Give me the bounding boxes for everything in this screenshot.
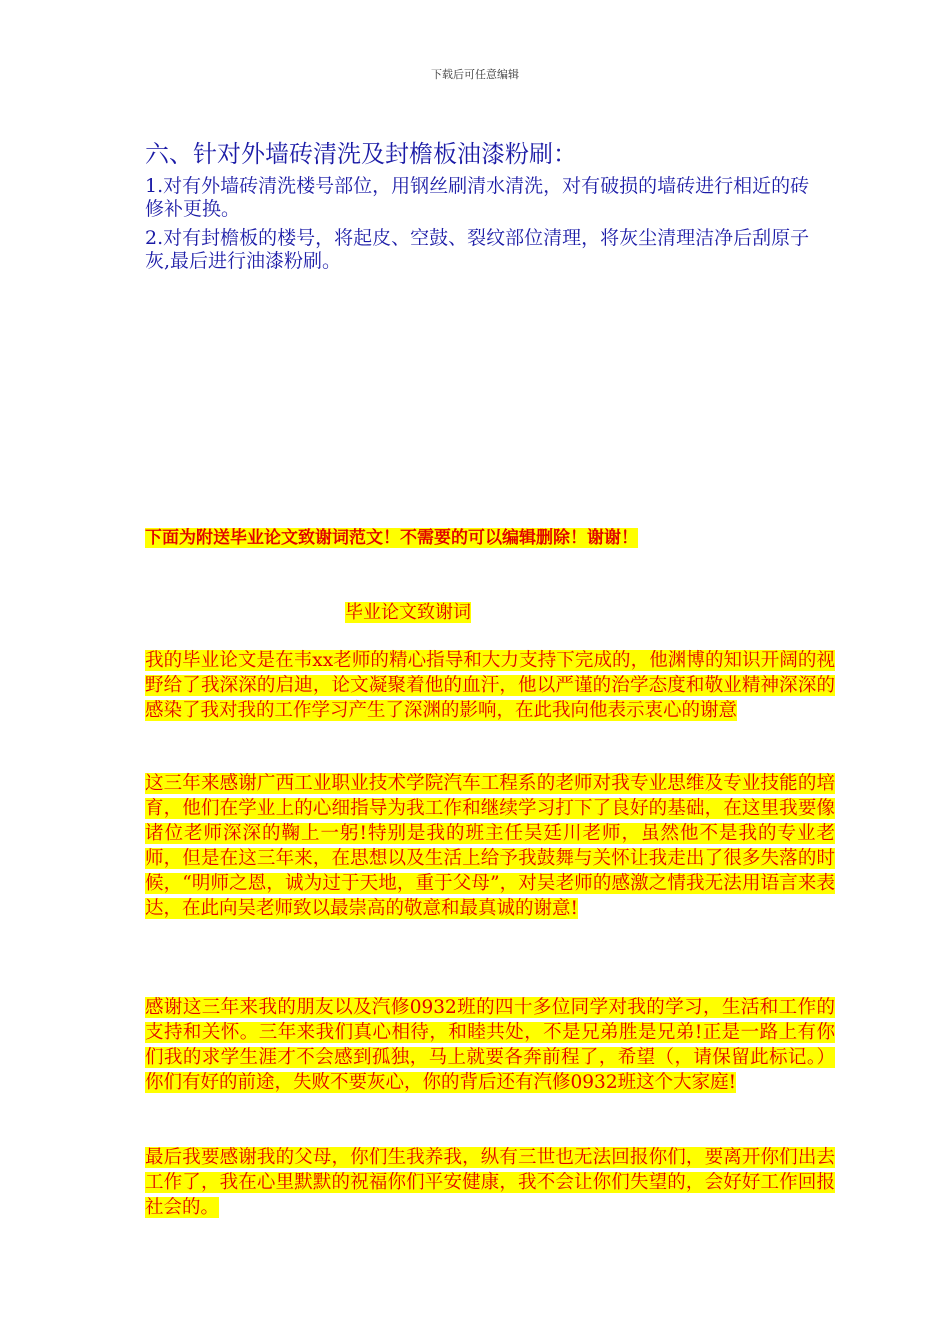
appendix-notice-text: 下面为附送毕业论文致谢词范文！不需要的可以编辑删除！谢谢！ — [145, 528, 638, 548]
section-heading: 六、针对外墙砖清洗及封檐板油漆粉刷： — [145, 140, 577, 168]
acknowledgement-title — [345, 598, 471, 624]
acknowledgement-paragraph-text: 我的毕业论文是在韦xx老师的精心指导和大力支持下完成的，他渊博的知识开阔的视野给了我深深的启迪，论文凝聚着他的血汗，他以严谨的治学态度和敬业精神深深的感染了我对我的工作学习产生了深渊的影响，在此我向他表示衷心的谢意 — [145, 650, 835, 721]
acknowledgement-paragraph-text: 感谢这三年来我的朋友以及汽修0932班的四十多位同学对我的学习，生活和工作的支持和关怀。三年来我们真心相待，和睦共处，不是兄弟胜是兄弟!正是一路上有你们我的求学生涯才不会感到孤独，马上就要各奔前程了，希望（，请保留此标记。）你们有好的前途，失败不要灰心，你的背后还有汽修0932班这个大家庭! — [145, 997, 835, 1093]
acknowledgement-paragraph-3 — [145, 995, 835, 1095]
acknowledgement-paragraph-1 — [145, 648, 835, 723]
acknowledgement-paragraph-text: 最后我要感谢我的父母，你们生我养我，纵有三世也无法回报你们，要离开你们出去工作了，我在心里默默的祝福你们平安健康，我不会让你们失望的，会好好工作回报社会的。 — [145, 1147, 835, 1218]
section-item-1: 1.对有外墙砖清洗楼号部位，用钢丝刷清水清洗，对有破损的墙砖进行相近的砖修补更换。 — [145, 175, 810, 220]
acknowledgement-title-text: 毕业论文致谢词 — [345, 602, 471, 623]
acknowledgement-paragraph-2 — [145, 771, 835, 921]
header-note: 下载后可任意编辑 — [431, 68, 519, 81]
appendix-notice — [145, 523, 638, 548]
acknowledgement-paragraph-4 — [145, 1145, 835, 1220]
section-item-2: 2.对有封檐板的楼号，将起皮、空鼓、裂纹部位清理，将灰尘清理洁净后刮原子灰,最后进行油漆粉刷。 — [145, 227, 810, 272]
acknowledgement-paragraph-text: 这三年来感谢广西工业职业技术学院汽车工程系的老师对我专业思维及专业技能的培育，他们在学业上的心细指导为我工作和继续学习打下了良好的基础，在这里我要像诸位老师深深的鞠上一躬!特别是我的班主任吴廷川老师，虽然他不是我的专业老师，但是在这三年来，在思想以及生活上给予我鼓舞与关怀让我走出了很多失落的时候，“明师之恩，诚为过于天地，重于父母”，对吴老师的感激之情我无法用语言来表达，在此向吴老师致以最崇高的敬意和最真诚的谢意! — [145, 773, 835, 919]
